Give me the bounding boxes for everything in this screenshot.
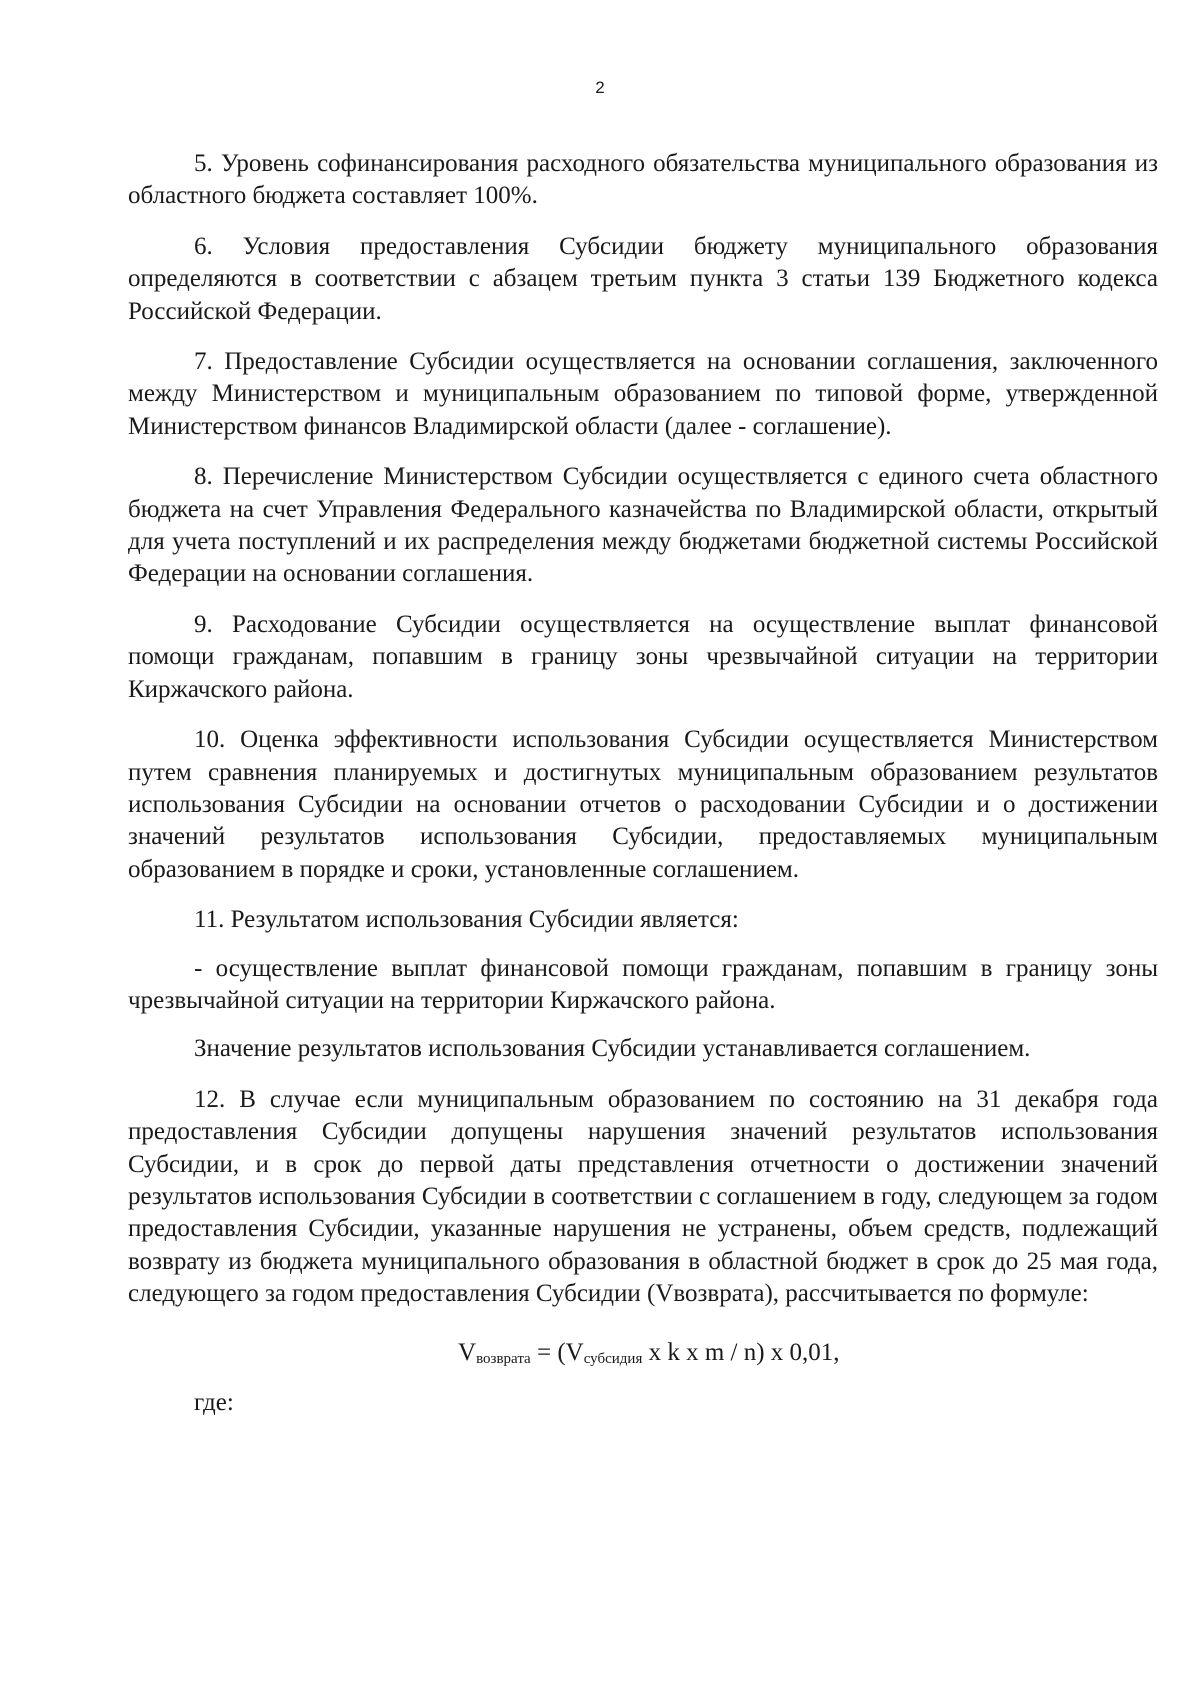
paragraph-6: 6. Условия предоставления Субсидии бюджету муниципального образования определяются в соответствии с абзацем третьим пункта 3 статьи 139 Бюджетного кодекса Российской Федерации. — [128, 232, 1158, 325]
paragraph-12: 12. В случае если муниципальным образованием по состоянию на 31 декабря года предоставления Субсидии допущены нарушения значений результатов использования Субсидии, и в срок до первой даты представления отчетности о достижении значений результатов использования Субсидии в соответствии с соглашением в году, следующем за годом предоставления Субсидии, указанные нарушения не устранены, объем средств, подлежащий возврату из бюджета муниципального образования в областной бюджет в срок до 25 мая года, следующего за годом предоставления Субсидии (Vвозврата), рассчитывается по формуле: — [128, 1085, 1158, 1308]
paragraph-result-value: Значение результатов использования Субсидии устанавливается соглашением. — [194, 1035, 1031, 1063]
formula-sub-subsidiya: субсидия — [583, 1350, 643, 1367]
paragraph-10: 10. Оценка эффективности использования Субсидии осуществляется Министерством путем сравнения планируемых и достигнутых муниципальным образованием результатов использования Субсидии на основании отчетов о расходовании Субсидии и о достижении значений результатов использования Субсидии, предоставляемых муниципальным образованием в порядке и сроки, установленные соглашением. — [128, 726, 1158, 883]
paragraph-7: 7. Предоставление Субсидии осуществляется на основании соглашения, заключенного между Министерством и муниципальным образованием по типовой форме, утвержденной Министерством финансов Владимирской области (далее - соглашение). — [128, 348, 1158, 440]
where-label: где: — [194, 1389, 234, 1416]
paragraph-11-item: - осуществление выплат финансовой помощи гражданам, попавшим в границу зоны чрезвычайной ситуации на территории Киржачского района. — [128, 954, 1158, 1014]
paragraph-8: 8. Перечисление Министерством Субсидии осуществляется с единого счета областного бюджета на счет Управления Федерального казначейства по Владимирской области, открытый для учета поступлений и их распределения между бюджетами бюджетной системы Российской Федерации на основании соглашения. — [128, 463, 1158, 588]
formula-sub-vozvrata: возврата — [476, 1350, 531, 1367]
paragraph-5: 5. Уровень софинансирования расходного обязательства муниципального образования из областного бюджета составляет 100%. — [128, 150, 1158, 210]
page-number: 2 — [595, 78, 605, 97]
formula-rest: x k x m / n) x 0,01, — [642, 1338, 840, 1366]
formula-eq: = (V — [530, 1338, 584, 1366]
return-formula — [128, 1337, 1158, 1375]
formula-v1: V — [458, 1338, 477, 1366]
paragraph-11: 11. Результатом использования Субсидии является: — [194, 906, 739, 934]
document-body — [128, 148, 1158, 1419]
paragraph-9: 9. Расходование Субсидии осуществляется на осуществление выплат финансовой помощи гражданам, попавшим в границу зоны чрезвычайной ситуации на территории Киржачского района. — [128, 610, 1158, 703]
